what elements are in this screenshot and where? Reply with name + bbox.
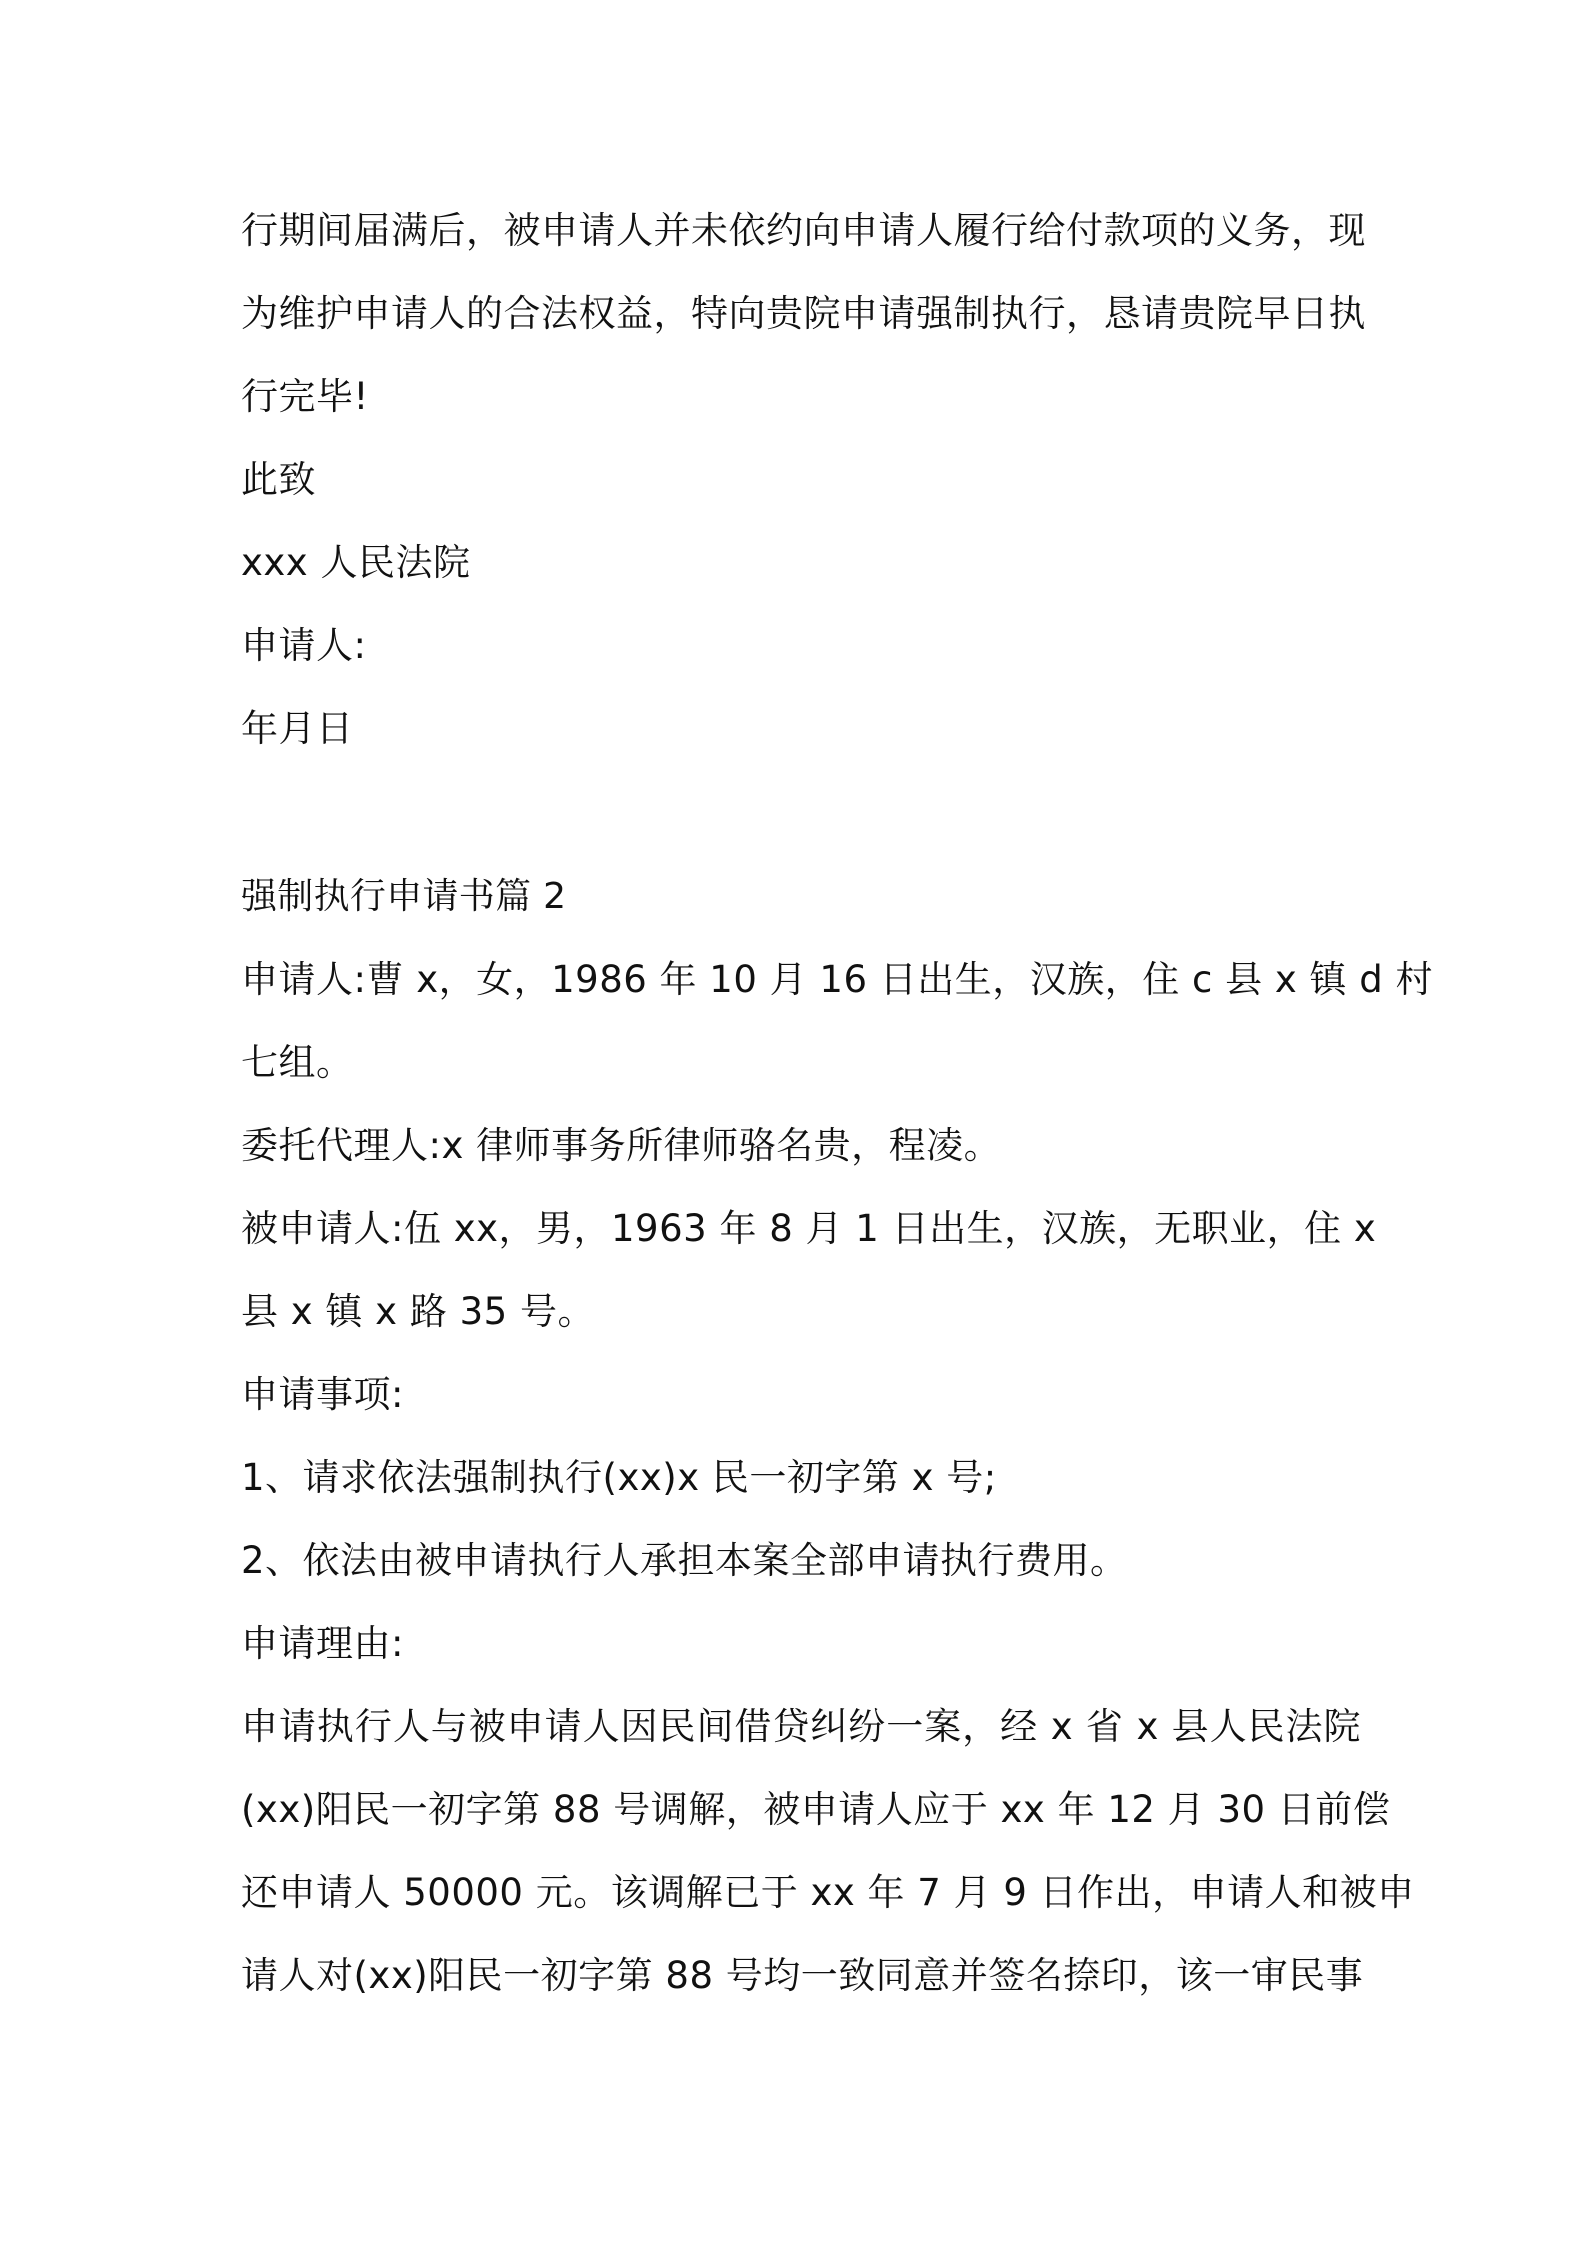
paragraph-line: 为维护申请人的合法权益，特向贵院申请强制执行，恳请贵院早日执 xyxy=(241,292,1366,335)
court-name: xxx 人民法院 xyxy=(241,541,471,584)
list-item: 1、请求依法强制执行(xx)x 民一初字第 x 号; xyxy=(241,1456,997,1499)
paragraph-line: 请人对(xx)阳民一初字第 88 号均一致同意并签名捺印，该一审民事 xyxy=(241,1954,1364,1997)
paragraph-line: (xx)阳民一初字第 88 号调解，被申请人应于 xx 年 12 月 30 日前偿 xyxy=(241,1788,1391,1831)
salutation: 此致 xyxy=(241,458,316,501)
section-label: 申请事项: xyxy=(241,1373,404,1416)
paragraph-line: 被申请人:伍 xx，男，1963 年 8 月 1 日出生，汉族，无职业，住 x xyxy=(241,1207,1377,1250)
paragraph-line: 申请执行人与被申请人因民间借贷纠纷一案，经 x 省 x 县人民法院 xyxy=(241,1705,1361,1748)
paragraph-line: 行完毕! xyxy=(241,375,369,418)
applicant-signature: 申请人: xyxy=(241,624,367,667)
paragraph-line: 申请人:曹 x，女，1986 年 10 月 16 日出生，汉族，住 c 县 x 镇 d 村 xyxy=(241,958,1434,1001)
paragraph-line: 委托代理人:x 律师事务所律师骆名贵，程凌。 xyxy=(241,1124,1002,1167)
date-line: 年月日 xyxy=(241,707,354,750)
paragraph-line: 七组。 xyxy=(241,1041,354,1084)
list-item: 2、依法由被申请执行人承担本案全部申请执行费用。 xyxy=(241,1539,1128,1582)
section-label: 申请理由: xyxy=(241,1622,404,1665)
paragraph-line: 县 x 镇 x 路 35 号。 xyxy=(241,1290,595,1333)
section-title: 强制执行申请书篇 2 xyxy=(241,876,567,917)
paragraph-line: 行期间届满后，被申请人并未依约向申请人履行给付款项的义务，现 xyxy=(241,209,1366,252)
paragraph-line: 还申请人 50000 元。该调解已于 xx 年 7 月 9 日作出，申请人和被申 xyxy=(241,1871,1415,1914)
